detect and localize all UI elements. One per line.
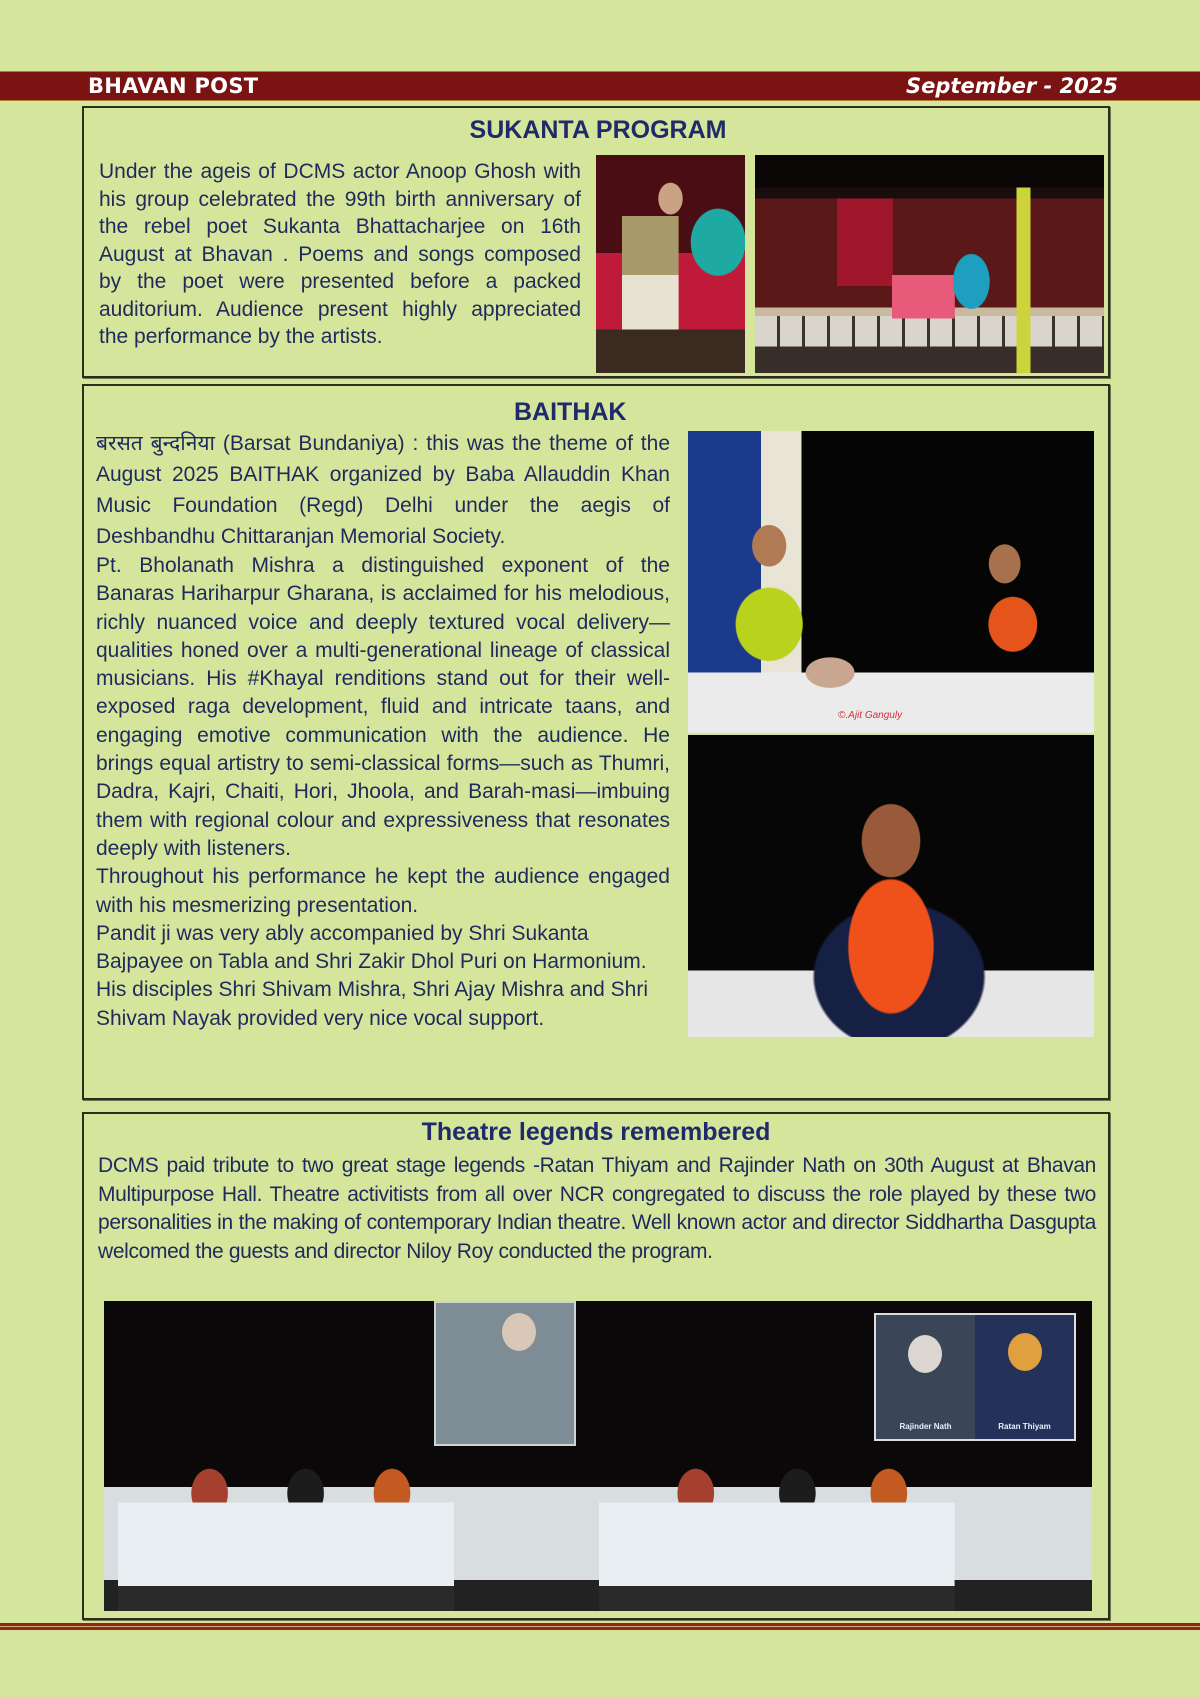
baithak-photo-ensemble xyxy=(688,431,1094,733)
sukanta-section xyxy=(82,106,1110,378)
sukanta-photo-performer xyxy=(596,155,745,373)
baithak-performance: Throughout his performance he kept the audience engaged with his mesmerizing presentation. xyxy=(96,865,670,917)
theatre-photo-panel-2 xyxy=(584,1301,1092,1611)
projection-screen xyxy=(434,1301,576,1446)
portrait-ratan-thiyam xyxy=(1008,1333,1042,1371)
section-body: Under the ageis of DCMS actor Anoop Ghosh with his group celebrated the 99th birth anniversary of the rebel poet Sukanta Bhattacharjee on 16th August at Bhavan . Poems and songs composed by the poet were presented before a packed auditorium. Audience present highly appreciated the performance by the artists. xyxy=(99,160,581,348)
projection-screen xyxy=(874,1313,1076,1441)
header-bar xyxy=(0,71,1200,101)
baithak-artist-bio: Pt. Bholanath Mishra a distinguished exponent of the Banaras Hariharpur Gharana, is acclaimed for his melodious, richly nuanced voice and deeply textured vocal delivery—qualities honed over a multi-generational lineage of classical musicians. His #Khayal renditions stand out for their well-exposed raga development, fluid and intricate taans, and engaging emotive communication with the audience. He brings equal artistry to semi-classical forms—such as Thumri, Dadra, Kajri, Chaiti, Hori, Jhoola, and Barah-masi—imbuing them with regional colour and expressiveness that resonates deeply with listeners. xyxy=(96,554,670,860)
photo-watermark: ©.Ajit Ganguly xyxy=(838,710,903,721)
section-title: Theatre legends remembered xyxy=(421,1118,771,1146)
portrait-rajinder-nath xyxy=(908,1335,942,1373)
section-title: SUKANTA PROGRAM xyxy=(469,116,727,144)
footer-rule xyxy=(0,1623,1200,1630)
section-body: DCMS paid tribute to two great stage legends -Ratan Thiyam and Rajinder Nath on 30th August at Bhavan Multipurpose Hall. Theatre activitists from all over NCR congregated to discuss the role played by these two personalities in the making of contemporary Indian theatre. Well known actor and director Siddhartha Dasgupta welcomed the guests and director Niloy Roy conducted the program. xyxy=(98,1154,1096,1263)
issue-date: September - 2025 xyxy=(906,74,1118,98)
baithak-section xyxy=(82,384,1110,1100)
theatre-photo-panel-1 xyxy=(104,1301,584,1611)
portrait xyxy=(502,1313,536,1351)
baithak-intro: बरसत बुन्दनिया (Barsat Bundaniya) : this was the theme of the August 2025 BAITHAK organized by Baba Allauddin Khan Music Foundation (Regd) Delhi under the aegis of Deshbandhu Chittaranjan Memorial Society. xyxy=(96,432,670,548)
publication-name: BHAVAN POST xyxy=(88,74,259,98)
baithak-photo-vocalist xyxy=(688,735,1094,1037)
caption-ratan-thiyam: Ratan Thiyam xyxy=(998,1422,1051,1431)
baithak-accompanists: Pandit ji was very ably accompanied by Shri Sukanta Bajpayee on Tabla and Shri Zakir Dhol Puri on Harmonium. His disciples Shri Shivam Mishra, Shri Ajay Mishra and Shri Shivam Nayak provided very nice vocal support. xyxy=(96,921,649,1030)
caption-rajinder-nath: Rajinder Nath xyxy=(899,1422,952,1431)
section-title: BAITHAK xyxy=(514,398,627,426)
theatre-section xyxy=(82,1112,1110,1620)
sukanta-photo-stage xyxy=(755,155,1104,373)
section-body xyxy=(96,428,670,1033)
